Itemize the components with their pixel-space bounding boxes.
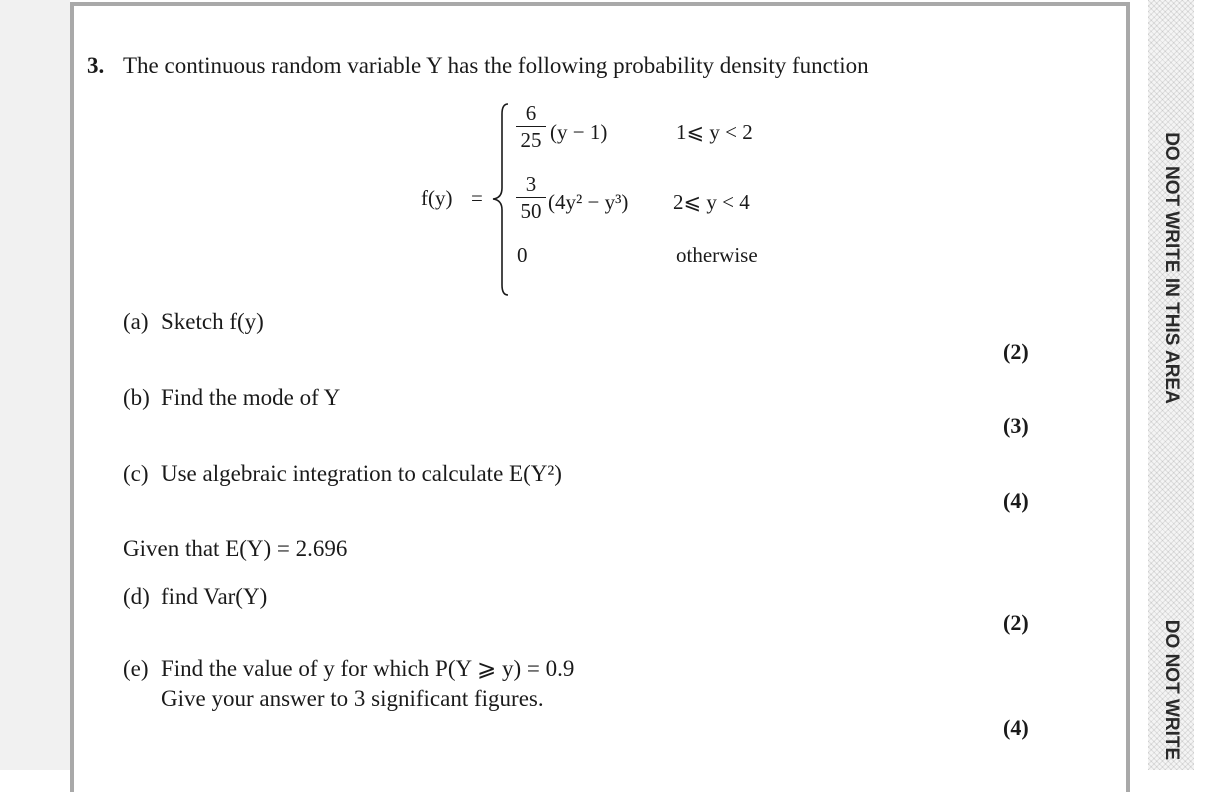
part-e-text: Find the value of y for which P(Y ⩾ y) = 0.9	[161, 656, 575, 681]
part-b-label: (b)	[123, 385, 150, 410]
part-d-marks: (2)	[1003, 610, 1029, 635]
case2-denominator: 50	[520, 199, 542, 223]
case1-numerator: 6	[525, 101, 537, 125]
part-a-marks: (2)	[1003, 339, 1029, 364]
part-e-label: (e)	[123, 656, 149, 681]
case1-condition: 1⩽ y < 2	[676, 120, 753, 144]
case2-fraction	[516, 172, 546, 223]
case2-numerator: 3	[525, 172, 537, 196]
question-stem: The continuous random variable Y has the following probability density function	[123, 53, 869, 78]
pdf-equals: =	[471, 186, 483, 210]
part-b-marks: (3)	[1003, 413, 1029, 438]
case1-fraction	[516, 101, 546, 152]
margin-notice-lower: DO NOT WRITE	[1161, 619, 1182, 761]
part-e-text-line2: Give your answer to 3 significant figures.	[161, 686, 544, 711]
case3-condition: otherwise	[676, 243, 758, 267]
case1-denominator: 25	[520, 128, 542, 152]
part-a-label: (a)	[123, 309, 149, 334]
pdf-lhs: f(y)	[421, 186, 453, 210]
part-a-text: Sketch f(y)	[161, 309, 264, 334]
case2-condition: 2⩽ y < 4	[673, 190, 750, 214]
part-c-marks: (4)	[1003, 488, 1029, 513]
given-statement: Given that E(Y) = 2.696	[123, 536, 348, 561]
part-b-text: Find the mode of Y	[161, 385, 341, 410]
part-c-label: (c)	[123, 461, 149, 486]
margin-notice-upper: DO NOT WRITE IN THIS AREA	[1161, 132, 1182, 404]
case1-expression: (y − 1)	[550, 120, 608, 144]
part-d-label: (d)	[123, 584, 150, 609]
page-edge	[1194, 0, 1206, 770]
pdf-left-brace	[490, 102, 514, 297]
part-d-text: find Var(Y)	[161, 584, 268, 609]
part-e-marks: (4)	[1003, 715, 1029, 740]
case3-expression: 0	[517, 243, 528, 267]
case2-expression: (4y² − y³)	[548, 190, 629, 214]
question-number: 3.	[87, 53, 105, 78]
part-c-text: Use algebraic integration to calculate E(Y²)	[161, 461, 562, 486]
left-gutter	[0, 0, 70, 770]
